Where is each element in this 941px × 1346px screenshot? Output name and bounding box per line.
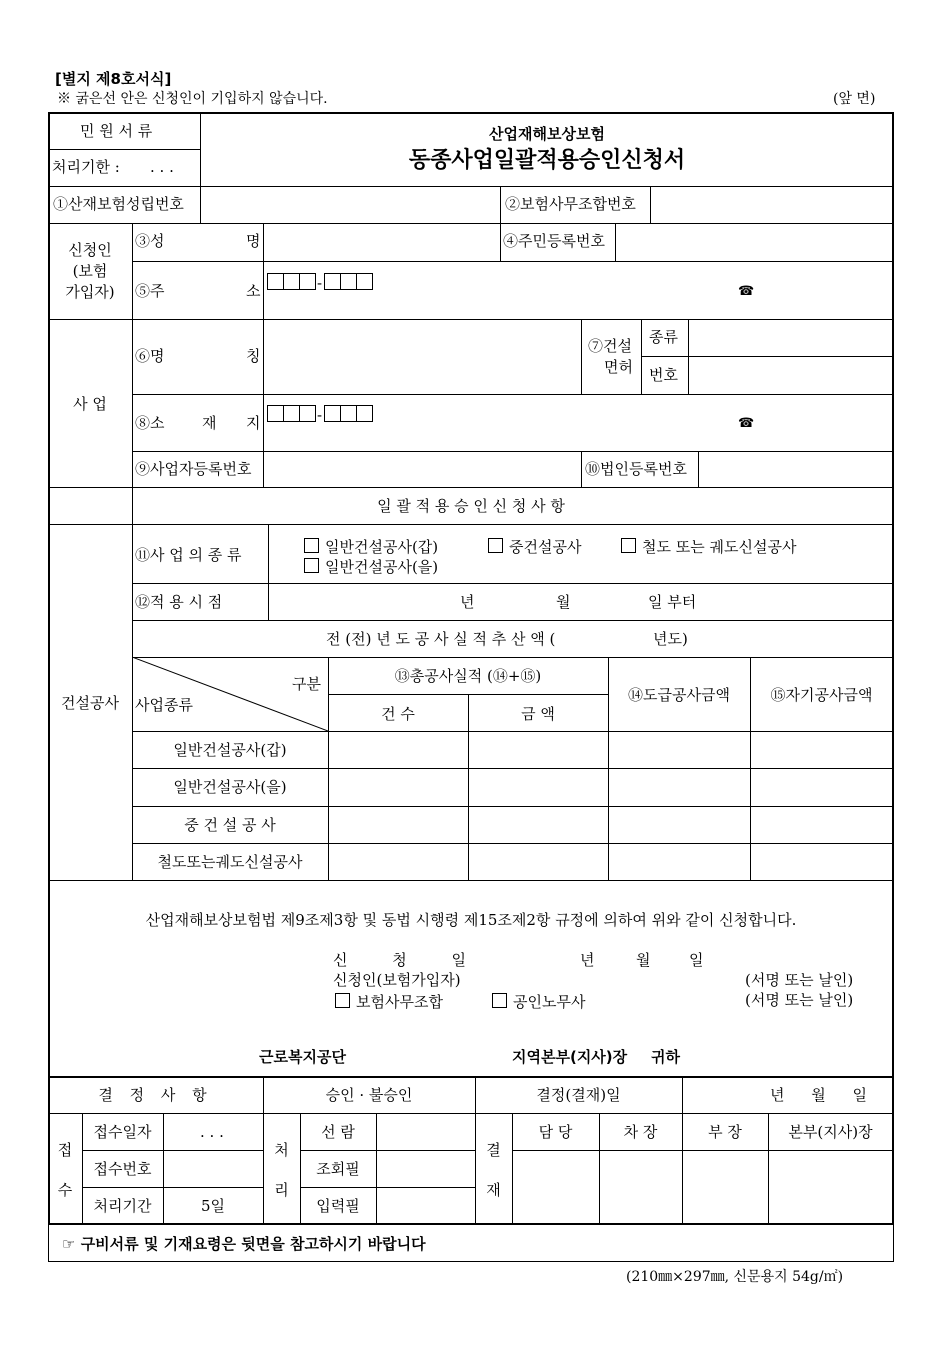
row-railway: 철도또는궤도신설공사 xyxy=(157,853,303,871)
location-label-mid: 재 xyxy=(202,414,217,432)
start-label: ⑫적 용 시 점 xyxy=(135,593,223,611)
role-deputy: 차 장 xyxy=(623,1123,658,1141)
decision-approval: 승인 · 불승인 xyxy=(325,1086,413,1104)
deadline-value: . . . xyxy=(150,158,174,176)
labor-signer[interactable]: 공인노무사 xyxy=(492,993,585,1010)
receipt-label-2: 수 xyxy=(57,1181,73,1199)
applicant-label-2: (보험 xyxy=(72,262,108,280)
approve-label-2: 재 xyxy=(486,1181,501,1199)
corp-reg-label: ⑩법인등록번호 xyxy=(585,460,687,478)
applicant-name-field[interactable] xyxy=(265,225,499,259)
license-kind-label: 종류 xyxy=(649,328,678,346)
receipt-date-label: 접수일자 xyxy=(93,1123,152,1141)
corp-reg-field[interactable] xyxy=(700,453,891,485)
row-general-a: 일반건설공사(갑) xyxy=(173,741,287,759)
diag-top-label: 구분 xyxy=(292,675,321,693)
role-staff: 담 당 xyxy=(538,1123,573,1141)
row-heavy: 중 건 설 공 사 xyxy=(184,816,276,834)
applicant-address-label-end: 소 xyxy=(246,282,261,300)
option-general-b[interactable]: 일반건설공사(을) xyxy=(304,558,438,575)
location-label: ⑧소 xyxy=(135,414,165,432)
col-total: ⑬총공사실적 (⑭+⑮) xyxy=(394,667,542,685)
decision-date-label: 결정(결재)일 xyxy=(536,1086,621,1104)
license-label-2: 면허 xyxy=(604,358,633,376)
receipt-date-value: . . . xyxy=(200,1123,224,1141)
form-number: [별지 제8호서식] xyxy=(55,70,172,88)
period-value: 5일 xyxy=(200,1197,226,1215)
office-no-field[interactable] xyxy=(652,188,891,222)
business-zip-boxes[interactable]: - xyxy=(267,405,372,423)
diag-bottom-label: 사업종류 xyxy=(135,696,193,714)
start-year: 년 xyxy=(460,593,475,611)
footer-note: ☞ 구비서류 및 기재요령은 뒷면을 참고하시기 바랍니다 xyxy=(62,1235,426,1253)
sign-note-2: (서명 또는 날인) xyxy=(745,991,854,1009)
option-heavy[interactable]: 중건설공사 xyxy=(488,538,581,555)
checkbox-labor[interactable] xyxy=(492,993,507,1008)
check-review: 선 람 xyxy=(321,1123,355,1141)
apply-date-year: 년 xyxy=(580,951,595,969)
office-no-label: ②보험사무조합번호 xyxy=(505,195,636,213)
location-label-end: 지 xyxy=(246,414,261,432)
paper-spec: (210㎜×297㎜, 신문용지 54g/㎡) xyxy=(626,1269,844,1285)
apply-date-day: 일 xyxy=(689,951,704,969)
decision-label: 결 정 사 항 xyxy=(98,1086,213,1104)
check-lookup: 조회필 xyxy=(316,1160,360,1178)
option-general-a[interactable]: 일반건설공사(갑) xyxy=(304,538,438,555)
receipt-label-1: 접 xyxy=(57,1141,73,1159)
business-name-label: ⑥명 xyxy=(135,347,165,365)
license-number-label: 번호 xyxy=(649,366,678,384)
deadline-label: 처리기한 : xyxy=(52,158,120,176)
role-director: 본부(지사)장 xyxy=(788,1123,873,1141)
license-label-1: ⑦건설 xyxy=(588,337,632,355)
role-manager: 부 장 xyxy=(708,1123,742,1141)
applicant-signer: 신청인(보험가입자) xyxy=(333,971,461,989)
checkbox-general-b[interactable] xyxy=(304,558,319,573)
license-kind-field[interactable] xyxy=(690,321,891,355)
insurance-no-field[interactable] xyxy=(202,188,499,222)
col-amount: 금 액 xyxy=(521,705,555,723)
approve-label-1: 결 xyxy=(486,1141,501,1159)
office-signer[interactable]: 보험사무조합 xyxy=(335,993,443,1010)
col-self: ⑮자기공사금액 xyxy=(770,686,873,704)
apply-date-month: 월 xyxy=(636,951,651,969)
business-name-label-end: 칭 xyxy=(246,347,261,365)
applicant-rrn-label: ④주민등록번호 xyxy=(503,232,605,250)
applicant-label-3: 가입자) xyxy=(65,283,115,301)
applicant-zip-boxes[interactable]: - xyxy=(267,273,372,291)
biz-reg-label: ⑨사업자등록번호 xyxy=(135,460,252,478)
construction-label: 건설공사 xyxy=(61,694,119,712)
process-label-2: 리 xyxy=(274,1181,289,1199)
section-title: 일 괄 적 용 승 인 신 청 사 항 xyxy=(377,497,565,515)
option-railway[interactable]: 철도 또는 궤도신설공사 xyxy=(621,538,796,555)
checkbox-railway[interactable] xyxy=(621,538,636,553)
biz-reg-field[interactable] xyxy=(265,453,579,485)
civil-doc-label: 민 원 서 류 xyxy=(80,122,153,140)
form-subtitle: 산업재해보상보험 xyxy=(489,125,605,143)
page-side: (앞 면) xyxy=(833,91,876,107)
col-contract: ⑭도급공사금액 xyxy=(628,686,730,704)
applicant-name-label-end: 명 xyxy=(246,232,261,250)
recipient: 지역본부(지사)장 xyxy=(512,1048,628,1066)
start-day: 일 부터 xyxy=(648,593,697,611)
sign-note-1: (서명 또는 날인) xyxy=(745,971,854,989)
applicant-name-label: ③성 xyxy=(135,232,165,250)
prev-title-end: 년도) xyxy=(653,630,688,648)
col-count: 건 수 xyxy=(381,705,415,723)
applicant-phone-icon: ☎ xyxy=(738,284,755,299)
declaration-statement: 산업재해보상보험법 제9조제3항 및 동법 시행령 제15조제2항 규정에 의하여 위와 같이 신청합니다. xyxy=(145,911,797,929)
applicant-label-1: 신청인 xyxy=(68,241,112,259)
row-general-b: 일반건설공사(을) xyxy=(173,778,287,796)
business-name-field[interactable] xyxy=(265,321,579,392)
applicant-rrn-field[interactable] xyxy=(617,225,891,259)
decision-date-value: 년 월 일 xyxy=(770,1086,868,1104)
start-month: 월 xyxy=(556,593,571,611)
honorific: 귀하 xyxy=(651,1048,680,1066)
applicant-address-label: ⑤주 xyxy=(135,282,165,300)
business-type-label: ⑪사 업 의 종 류 xyxy=(135,546,242,564)
diagonal-line xyxy=(132,657,328,731)
process-label-1: 처 xyxy=(274,1141,289,1159)
pointing-hand-icon: ☞ xyxy=(62,1235,76,1253)
checkbox-office[interactable] xyxy=(335,993,350,1008)
apply-date-label: 신 청 일 xyxy=(333,951,487,969)
checkbox-heavy[interactable] xyxy=(488,538,503,553)
insurance-no-label: ①산재보험성립번호 xyxy=(53,195,184,213)
business-label: 사 업 xyxy=(73,395,107,413)
form-title: 동종사업일괄적용승인신청서 xyxy=(408,148,686,173)
form-note: ※ 굵은선 안은 신청인이 기입하지 않습니다. xyxy=(57,91,328,107)
receipt-no-label: 접수번호 xyxy=(93,1160,152,1178)
org-name: 근로복지공단 xyxy=(259,1048,346,1066)
prev-title: 전 (전) 년 도 공 사 실 적 추 산 액 ( xyxy=(326,630,556,648)
period-label: 처리기간 xyxy=(93,1197,152,1215)
license-number-field[interactable] xyxy=(690,358,891,392)
check-input: 입력필 xyxy=(316,1197,360,1215)
business-phone-icon: ☎ xyxy=(738,416,755,431)
checkbox-general-a[interactable] xyxy=(304,538,319,553)
